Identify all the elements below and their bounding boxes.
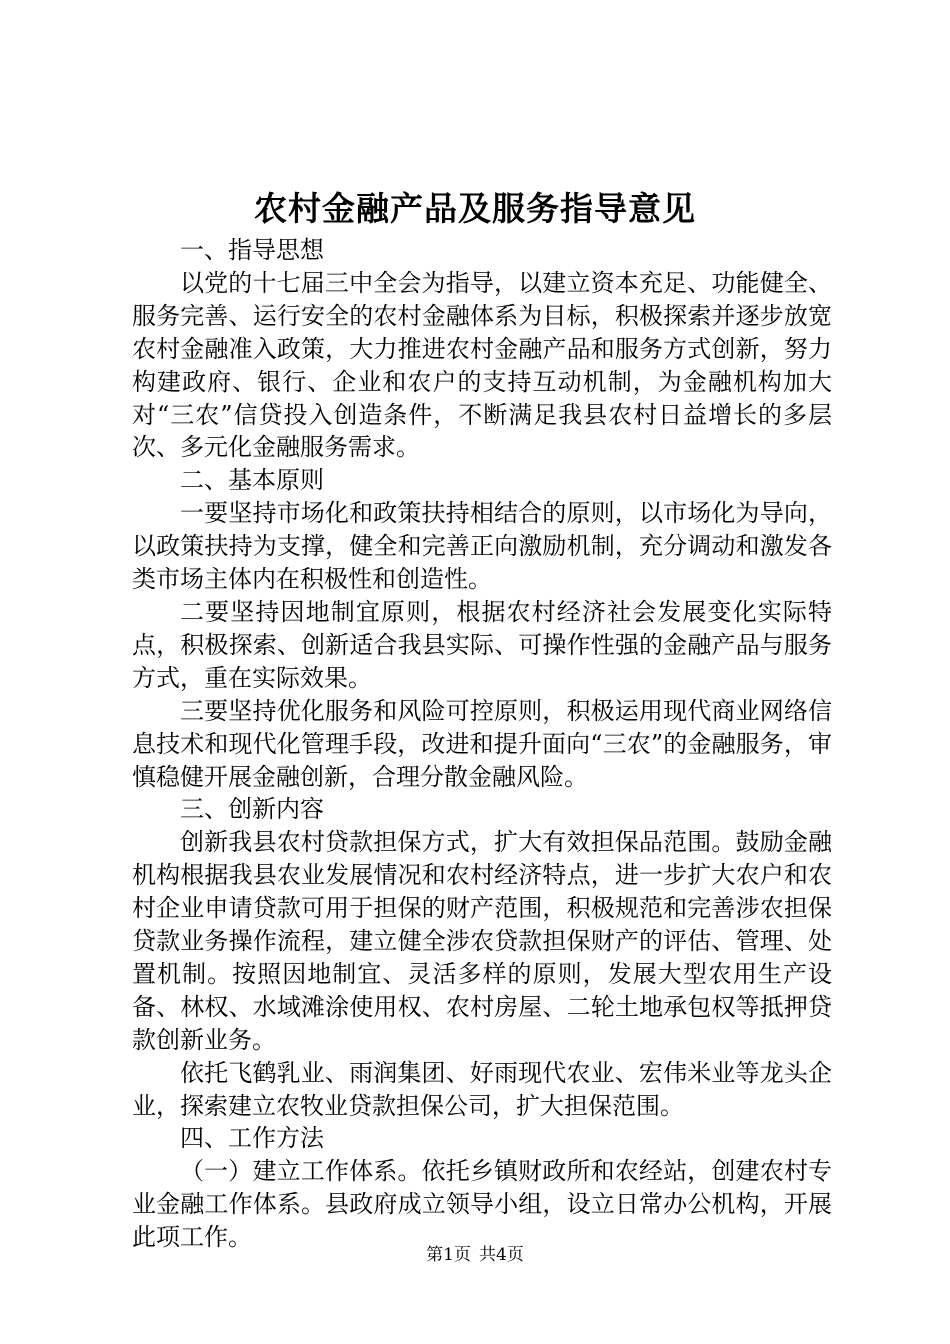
section-heading-basic-principles: 二、基本原则 xyxy=(180,466,324,495)
page-number: 第1页 xyxy=(426,1245,471,1265)
section-heading-innovation-content: 三、创新内容 xyxy=(180,795,324,824)
paragraph-principle-one: 一要坚持市场化和政策扶持相结合的原则，以市场化为导向，以政策扶持为支撑，健全和完善正向激励机制，充分调动和激发各类市场主体内在积极性和创造性。 xyxy=(132,499,832,594)
paragraph-principle-two: 二要坚持因地制宜原则，根据农村经济社会发展变化实际特点，积极探索、创新适合我县实际、可操作性强的金融产品与服务方式，重在实际效果。 xyxy=(132,597,832,692)
page-footer xyxy=(0,1244,950,1266)
paragraph-innovation-guarantee: 创新我县农村贷款担保方式，扩大有效担保品范围。鼓励金融机构根据我县农业发展情况和农村经济特点，进一步扩大农户和农村企业申请贷款可用于担保的财产范围，积极规范和完善涉农担保贷款业务操作流程，建立健全涉农贷款担保财产的评估、管理、处置机制。按照因地制宜、灵活多样的原则，发展大型农用生产设备、林权、水域滩涂使用权、农村房屋、二轮土地承包权等抵押贷款创新业务。 xyxy=(132,828,832,1054)
page-total: 共4页 xyxy=(479,1245,524,1265)
document-body xyxy=(132,234,832,1254)
paragraph-work-system: （一）建立工作体系。依托乡镇财政所和农经站，创建农村专业金融工作体系。县政府成立领导小组，设立日常办公机构，开展此项工作。 xyxy=(132,1157,832,1252)
paragraph-innovation-enterprises: 依托飞鹤乳业、雨润集团、好雨现代农业、宏伟米业等龙头企业，探索建立农牧业贷款担保公司，扩大担保范围。 xyxy=(132,1058,832,1120)
section-heading-work-methods: 四、工作方法 xyxy=(180,1124,324,1153)
section-heading-guiding-ideology: 一、指导思想 xyxy=(180,236,324,264)
paragraph-guiding-ideology: 以党的十七届三中全会为指导，以建立资本充足、功能健全、服务完善、运行安全的农村金融体系为目标，积极探索并逐步放宽农村金融准入政策，大力推进农村金融产品和服务方式创新，努力构建政府、银行、企业和农户的支持互动机制，为金融机构加大对“三农”信贷投入创造条件，不断满足我县农村日益增长的多层次、多元化金融服务需求。 xyxy=(132,268,832,462)
document-title: 农村金融产品及服务指导意见 xyxy=(254,189,696,228)
paragraph-principle-three: 三要坚持优化服务和风险可控原则，积极运用现代商业网络信息技术和现代化管理手段，改进和提升面向“三农”的金融服务，审慎稳健开展金融创新，合理分散金融风险。 xyxy=(132,696,832,791)
